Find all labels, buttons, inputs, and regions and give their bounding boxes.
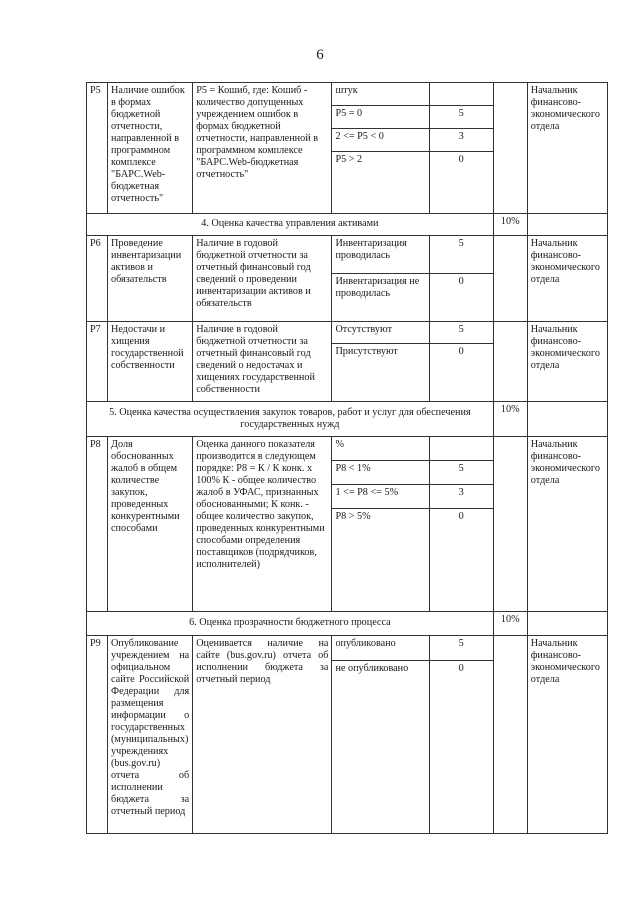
weight-cell [493,83,527,214]
table-row [87,236,608,322]
empty-cell [527,402,607,437]
section-weight: 10% [493,402,527,437]
section-weight: 10% [493,612,527,636]
conditions-cell [332,636,429,834]
score: 5 [430,636,493,661]
section-title: 6. Оценка прозрачности бюджетного процесса [87,612,494,636]
score: 5 [430,236,493,274]
section-header [87,214,608,236]
condition: Отсутствуют [332,322,428,344]
conditions-cell [332,437,429,612]
condition: штук [332,83,428,106]
score: 0 [458,511,464,522]
criterion-method: Оценка данного показателя производится в следующем порядке: Р8 = К / К конк. х 100% К - общее количество жалоб в УФАС, признанных обоснованными; К конк. - общее количество закупок, проведенных конкурентными способами определения поставщиков (подрядчиков, исполнителей) [193,437,332,612]
table-row [87,322,608,402]
score: 5 [430,106,493,129]
score [430,437,493,461]
score: 0 [458,663,464,674]
criterion-method: Р5 = Кошиб, где: Кошиб - количество допущенных учреждением ошибок в формах бюджетной отчетности, направленной в программном комплексе "БАРС.Web-бюджетная отчетность" [193,83,332,214]
scores-cell [429,636,493,834]
scores-cell [429,83,493,214]
score: 0 [458,276,464,287]
conditions-cell [332,236,429,322]
criterion-name: Проведение инвентаризации активов и обязательств [108,236,193,322]
criterion-name: Недостачи и хищения государственной собственности [108,322,193,402]
criterion-method: Оценивается наличие на сайте (bus.gov.ru) отчета об исполнении бюджета за отчетный период [193,636,332,834]
score: 5 [430,461,493,485]
table-row [87,83,608,214]
condition: Р8 < 1% [332,461,428,485]
weight-cell [493,322,527,402]
empty-cell [527,214,607,236]
condition: Присутствуют [335,346,398,357]
section-title: 4. Оценка качества управления активами [87,214,494,236]
condition: Инвентаризация не проводилась [335,276,420,300]
scores-cell [429,437,493,612]
condition: не опубликовано [335,663,409,674]
scores-cell [429,236,493,322]
criterion-code: Р7 [87,322,108,402]
weight-cell [493,236,527,322]
conditions-cell [332,83,429,214]
criterion-name: Наличие ошибок в формах бюджетной отчетности, направленной в программном комплексе "БАРС.Web-бюджетная отчетность" [108,83,193,214]
condition: Инвентаризация проводилась [332,236,428,274]
responsible: Начальник финансово-экономического отдела [527,437,607,612]
criterion-code: Р6 [87,236,108,322]
criterion-code: Р9 [87,636,108,834]
conditions-cell [332,322,429,402]
weight-cell [493,636,527,834]
weight-cell [493,437,527,612]
section-header [87,402,608,437]
section-title: 5. Оценка качества осуществления закупок товаров, работ и услуг для обеспечения государственных нужд [87,402,494,437]
responsible: Начальник финансово-экономического отдела [527,636,607,834]
criterion-method: Наличие в годовой бюджетной отчетности за отчетный финансовый год сведений о проведении инвентаризации активов и обязательств [193,236,332,322]
criterion-name: Доля обоснованных жалоб в общем количестве закупок, проведенных конкурентными способами [108,437,193,612]
table-row [87,636,608,834]
responsible: Начальник финансово-экономического отдела [527,322,607,402]
condition: опубликовано [332,636,428,661]
page-number: 6 [316,47,324,63]
criterion-method: Наличие в годовой бюджетной отчетности за отчетный финансовый год сведений о недостачах и хищениях государственной собственности [193,322,332,402]
condition: Р5 = 0 [332,106,428,129]
table-row [87,437,608,612]
scores-cell [429,322,493,402]
score [430,83,493,106]
score: 3 [430,129,493,152]
section-header [87,612,608,636]
condition: Р8 > 5% [335,511,371,522]
condition: 2 <= Р5 < 0 [332,129,428,152]
criterion-code: Р8 [87,437,108,612]
score: 0 [458,346,464,357]
condition: 1 <= Р8 <= 5% [332,485,428,509]
condition: % [332,437,428,461]
responsible: Начальник финансово-экономического отдела [527,236,607,322]
section-weight: 10% [493,214,527,236]
criterion-name: Опубликование учреждением на официальном сайте Российской Федерации для размещения информации о государственных (муниципальных) учреждениях (bus.gov.ru) отчета об исполнении бюджета за отчетный период [108,636,193,834]
responsible: Начальник финансово-экономического отдела [527,83,607,214]
criterion-code: Р5 [87,83,108,214]
condition: Р5 > 2 [335,154,363,165]
score: 0 [458,154,464,165]
empty-cell [527,612,607,636]
score: 3 [430,485,493,509]
score: 5 [430,322,493,344]
criteria-table [86,82,608,834]
